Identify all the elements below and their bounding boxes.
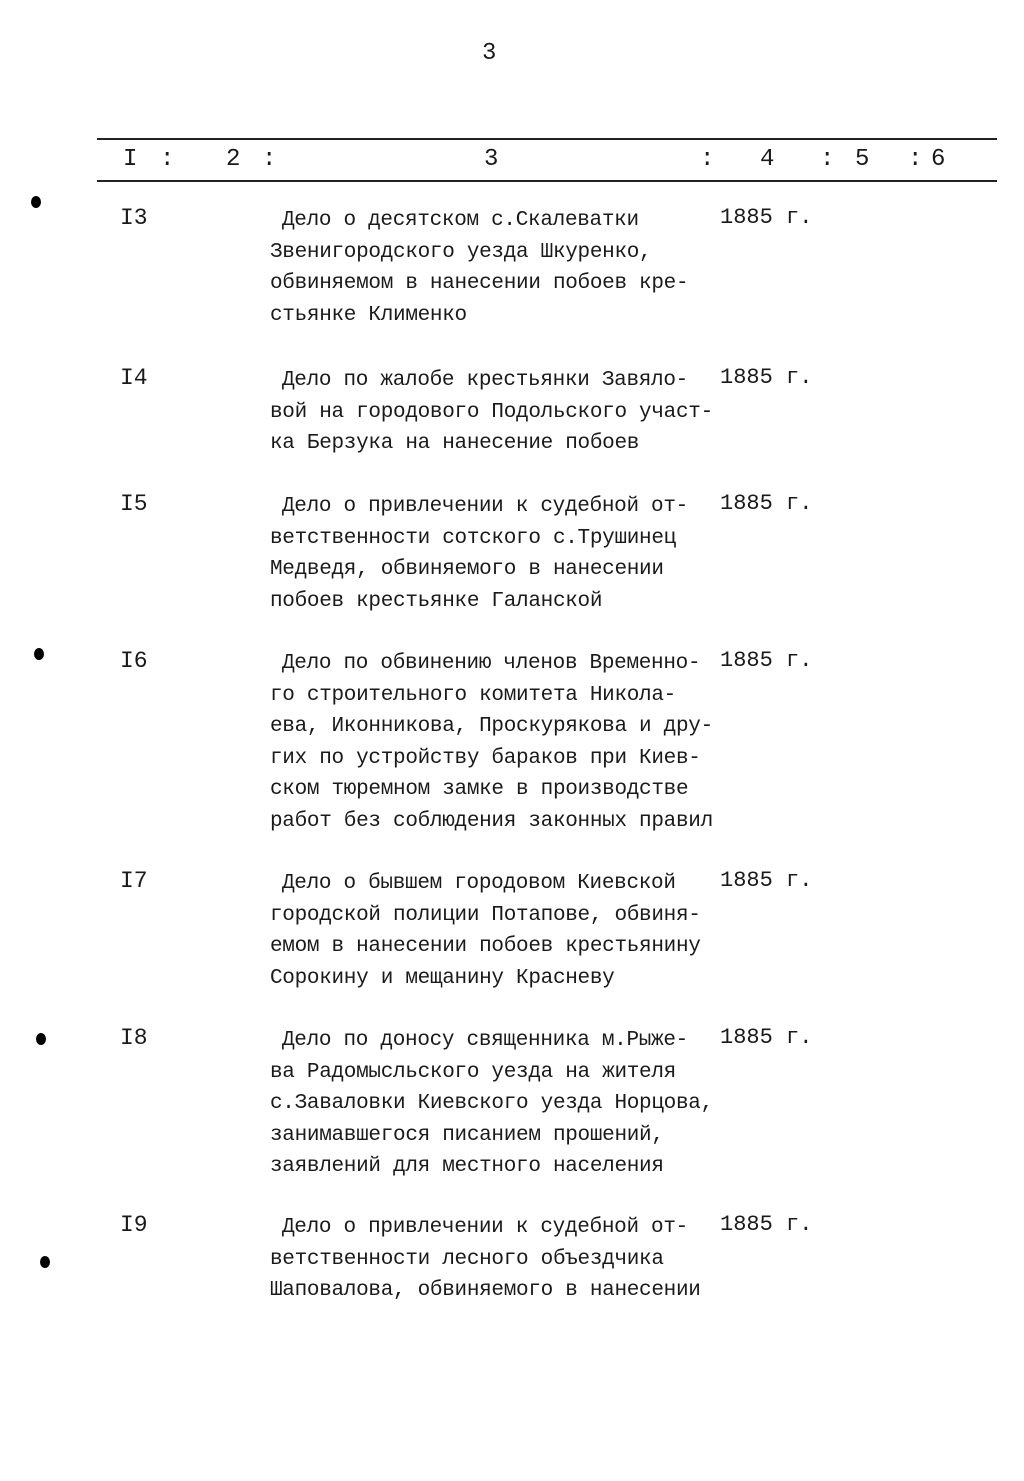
entry-description [270, 491, 740, 617]
entry-year: 1885 г. [720, 1212, 813, 1237]
description-line: Дело по доносу священника м.Рыже- [282, 1029, 688, 1052]
entry-number: I9 [120, 1212, 148, 1238]
column-header-3: 3 [484, 146, 499, 173]
description-line: стьянке Клименко [270, 303, 467, 327]
entry-number: I6 [120, 648, 148, 674]
entry-year: 1885 г. [720, 868, 813, 893]
description-line: Дело по жалобе крестьянки Завяло- [282, 369, 688, 392]
entry-description [270, 648, 740, 837]
description-line: обвиняемом в нанесении побоев кре- [270, 272, 689, 295]
margin-punch-mark [34, 648, 44, 660]
entry-year: 1885 г. [720, 365, 813, 390]
description-line: вой на городового Подольского участ- [270, 400, 713, 424]
column-separator: : [908, 146, 923, 173]
description-line: ветственности сотского с.Трушинец [270, 526, 676, 550]
description-line: ка Берзука на нанесение побоев [270, 432, 640, 455]
column-header-4: 4 [760, 146, 775, 173]
description-line: занимавшегося писанием прошений, [270, 1123, 664, 1147]
column-separator: : [700, 146, 715, 173]
entry-description [270, 365, 740, 460]
margin-punch-mark [36, 1033, 46, 1045]
description-line: заявлений для местного населения [270, 1155, 664, 1178]
description-line: Дело о бывшем городовом Киевской [282, 872, 676, 895]
column-header-6: 6 [931, 146, 946, 173]
description-line: ветственности лесного объездчика [270, 1247, 664, 1271]
entry-number: I5 [120, 491, 148, 517]
description-line: Дело о привлечении к судебной от- [282, 495, 688, 518]
description-line: Дело о привлечении к судебной от- [282, 1216, 688, 1239]
column-header-2: 2 [226, 146, 241, 173]
description-line: с.Заваловки Киевского уезда Норцова, [270, 1092, 713, 1115]
entry-number: I7 [120, 868, 148, 894]
description-line: работ без соблюдения законных правил [270, 809, 713, 833]
description-line: городской полиции Потапове, обвиня- [270, 903, 701, 927]
description-line: Шаповалова, обвиняемого в нанесении [270, 1279, 701, 1302]
column-header-1: I [123, 146, 138, 173]
description-line: Звенигородского уезда Шкуренко, [270, 240, 652, 264]
entry-year: 1885 г. [720, 1025, 813, 1050]
entry-description [270, 205, 740, 331]
description-line: ском тюремном замке в производстве [270, 778, 689, 801]
header-bottom-rule [97, 180, 997, 182]
entry-number: I3 [120, 205, 148, 231]
description-line: гих по устройству бараков при Киев- [270, 746, 701, 770]
description-line: Дело о десятском с.Скалеватки [282, 209, 639, 232]
description-line: Сорокину и мещанину Красневу [270, 966, 615, 990]
column-separator: : [262, 146, 277, 173]
entry-number: I4 [120, 365, 148, 391]
page-number: 3 [482, 40, 497, 67]
entry-description [270, 868, 740, 994]
description-line: го строительного комитета Никола- [270, 683, 676, 707]
entry-description [270, 1025, 740, 1183]
column-separator: : [820, 146, 835, 173]
column-header-5: 5 [855, 146, 870, 173]
description-line: Дело по обвинению членов Временно- [282, 652, 701, 675]
entry-number: I8 [120, 1025, 148, 1051]
entry-year: 1885 г. [720, 205, 813, 230]
column-header-row [0, 146, 1024, 174]
entry-year: 1885 г. [720, 491, 813, 516]
description-line: ва Радомысльского уезда на жителя [270, 1060, 676, 1084]
description-line: Медведя, обвиняемого в нанесении [270, 558, 664, 581]
header-top-rule [97, 138, 997, 140]
margin-punch-mark [40, 1256, 50, 1268]
description-line: побоев крестьянке Галанской [270, 589, 603, 613]
entry-description [270, 1212, 740, 1307]
column-separator: : [160, 146, 175, 173]
description-line: емом в нанесении побоев крестьянину [270, 935, 701, 958]
description-line: ева, Иконникова, Проскурякова и дру- [270, 715, 713, 738]
entry-year: 1885 г. [720, 648, 813, 673]
margin-punch-mark [31, 196, 41, 208]
